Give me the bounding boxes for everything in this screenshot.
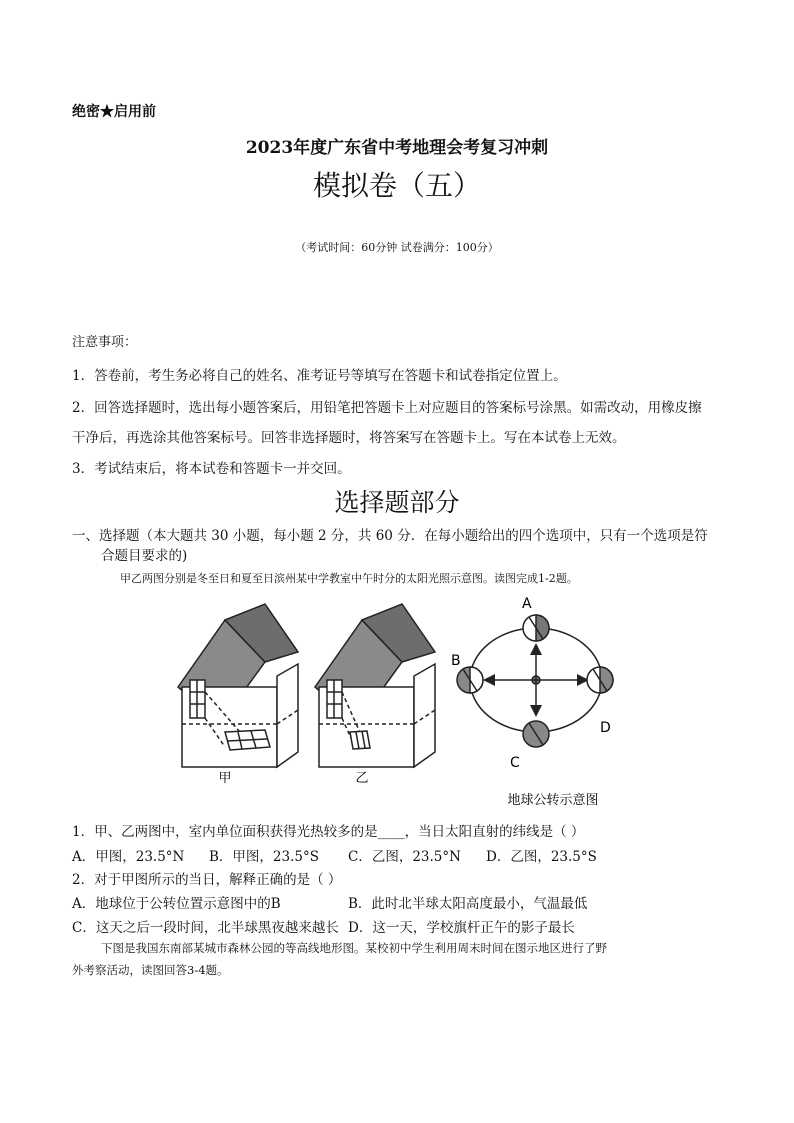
notice-item: 干净后，再选涂其他答案标号。回答非选择题时，将答案写在答题卡上。写在本试卷上无效。 <box>72 430 626 446</box>
house-yi-diagram <box>315 604 435 767</box>
notice-item: 2．回答选择题时，选出每小题答案后，用铅笔把答题卡上对应题目的答案标号涂黑。如需改动，用橡皮擦 <box>72 400 702 416</box>
q2-option-b: B．此时北半球太阳高度最小，气温最低 <box>348 896 588 912</box>
house-jia-diagram <box>178 604 298 767</box>
section-title: 选择题部分 <box>334 488 460 517</box>
question-2: 2．对于甲图所示的当日，解释正确的是（ ） <box>72 872 342 888</box>
passage-line-1: 下图是我国东南部某城市森林公园的等高线地形图。某校初中学生利用周末时间在图示地区进行了野 <box>101 941 607 955</box>
notice-item: 3．考试结束后，将本试卷和答题卡一并交回。 <box>72 461 351 477</box>
q2-option-c: C．这天之后一段时间，北半球黑夜越来越长 <box>72 920 339 936</box>
notice-item: 1．答卷前，考生务必将自己的姓名、准考证号等填写在答题卡和试卷指定位置上。 <box>72 368 567 384</box>
q1-option-a: A．甲图，23.5°N <box>72 849 185 865</box>
passage-line-2: 外考察活动，读图回答3-4题。 <box>72 963 229 977</box>
q1-option-c: C．乙图，23.5°N <box>348 849 461 865</box>
exam-subtitle: 模拟卷（五） <box>312 169 481 202</box>
label-jia: 甲 <box>218 771 232 786</box>
sunlight-figure <box>170 592 620 812</box>
section-heading: 一、选择题（本大题共 30 小题，每小题 2 分，共 60 分．在每小题给出的四个选项中，只有一个选项是符 <box>72 528 708 544</box>
notice-heading: 注意事项： <box>72 335 138 350</box>
q1-option-d: D．乙图，23.5°S <box>486 849 597 865</box>
orbit-label-c: C <box>510 755 520 771</box>
question-1: 1．甲、乙两图中，室内单位面积获得光热较多的是____，当日太阳直射的纬线是（ ） <box>72 824 585 840</box>
question-intro: 甲乙两图分别是冬至日和夏至日滨州某中学教室中午时分的太阳光照示意图。读图完成1-2题。 <box>120 572 578 585</box>
exam-title: 2023年度广东省中考地理会考复习冲刺 <box>245 138 549 158</box>
exam-info: （考试时间：60分钟 试卷满分：100分） <box>295 241 499 254</box>
label-yi: 乙 <box>355 771 369 786</box>
orbit-label-d: D <box>600 720 611 736</box>
q1-option-b: B．甲图，23.5°S <box>209 849 319 865</box>
earth-orbit-diagram <box>457 615 613 747</box>
q2-option-d: D．这一天，学校旗杆正午的影子最长 <box>348 920 575 936</box>
secret-label: 绝密★启用前 <box>72 104 156 120</box>
orbit-label-a: A <box>522 596 532 612</box>
q2-option-a: A．地球位于公转位置示意图中的B <box>72 896 281 912</box>
orbit-caption: 地球公转示意图 <box>507 793 599 808</box>
orbit-label-b: B <box>451 653 461 669</box>
section-heading-cont: 合题目要求的) <box>101 548 188 564</box>
